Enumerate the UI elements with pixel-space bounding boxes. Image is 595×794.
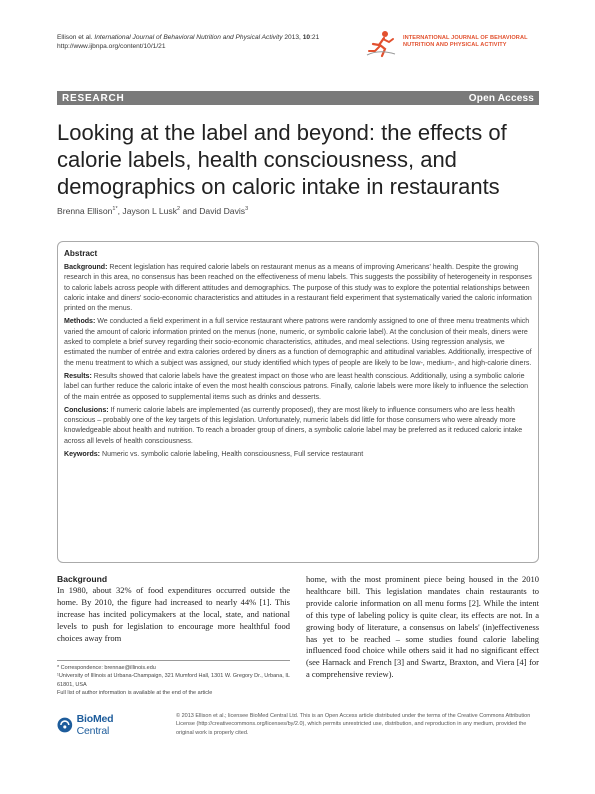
article-type-banner (57, 91, 539, 105)
author-name[interactable]: David Davis (199, 206, 246, 216)
article-url[interactable]: http://www.ijbnpa.org/content/10/1/21 (57, 43, 166, 50)
journal-logo-line2: NUTRITION AND PHYSICAL ACTIVITY (403, 42, 507, 48)
article-type-label: RESEARCH (62, 92, 125, 104)
author-separator: , (117, 206, 123, 216)
abstract-section-label: Background: (64, 264, 108, 271)
abstract-methods (64, 317, 532, 368)
cite-volume: 10 (302, 34, 311, 41)
correspondence-note: * Correspondence: brennae@illinois.edu (57, 665, 156, 671)
journal-logo-line1: INTERNATIONAL JOURNAL OF BEHAVIORAL (403, 35, 528, 41)
running-header (57, 33, 319, 51)
abstract-section-text: Numeric vs. symbolic calorie labeling, Health consciousness, Full service restaurant (100, 451, 364, 459)
body-column-left (57, 574, 290, 645)
abstract-section-text: Results showed that calorie labels have the greatest impact on those who are least health conscious. Additionally, using a symbolic calorie label can further reduce the caloric intake of even the most health conscious patrons. Finally, calorie labels were more likely to influence the selection of the main entrée as opposed to supplemental items such as drinks and desserts. (64, 372, 529, 401)
abstract-conclusions (64, 406, 532, 447)
citation-line (57, 33, 319, 42)
author-affiliation-mark: 1* (112, 206, 118, 213)
section-heading: Background (57, 574, 108, 584)
running-figure-icon (365, 30, 397, 58)
abstract-section-text: We conducted a field experiment in a full service restaurant where patrons were randomly assigned to one of three menu treatments which varied the amount of caloric information printed on the menus (none, numeric, or symbolic calorie label). At the conclusion of their meals, diners were asked to complete a brief survey regarding their socio-economic characteristics, attitudes, and meal selections. Using regression analysis, we estimated the number of entrée and extra calories ordered by diners as a function of demographic and attitudinal variables. Additionally, irrespective of the menu treatment to which a subject was assigned, our study identified which types of people are likely to be low-, medium-, and high-calorie diners. (64, 318, 532, 367)
abstract-results (64, 372, 532, 403)
abstract-section-text: If numeric calorie labels are implemented (as currently proposed), they are most likely to influence consumers who are less health conscious – probably one of the key targets of this legislation. Unfortunately, numeric labels did little for those consumers who were already more knowledgeable about health and nutrition. To reach a broader group of diners, a symbolic calorie label may be preferred as it reduced caloric intake across all levels of health consciousness. (64, 406, 523, 445)
publisher-name (77, 713, 147, 737)
author-list (57, 206, 248, 216)
publisher-name-bold: BioMed (76, 713, 114, 725)
abstract-section-label: Methods: (64, 318, 96, 326)
author-affiliation-mark: 2 (177, 206, 181, 213)
open-access-label: Open Access (468, 92, 534, 104)
abstract-section-label: Conclusions: (64, 406, 109, 414)
biomed-central-icon (57, 717, 73, 733)
author-name[interactable]: Jayson L Lusk (122, 206, 178, 216)
abstract-background (64, 263, 532, 314)
article-title: Looking at the label and beyond: the effects of calorie labels, health consciousness, and demographics on caloric intake in restaurants (57, 120, 507, 199)
abstract-section-label: Keywords: (64, 451, 101, 459)
publisher-logo (57, 713, 147, 737)
author-affiliation-mark: 3 (245, 206, 249, 213)
affiliation-note: ¹University of Illinois at Urbana-Champaign, 321 Mumford Hall, 1301 W. Gregory Dr., Urbana, IL 61801, USA (57, 673, 290, 688)
body-paragraph: In 1980, about 32% of food expenditures occurred outside the home. By 2010, the figure had increased to nearly 44% [1]. This increase has incited policymakers at the local, state, and national levels to push for legislation to encourage more healthful food choices away from (57, 585, 290, 643)
footnotes (57, 660, 290, 697)
journal-logo-text (403, 35, 528, 49)
abstract-section-text: Recent legislation has required calorie labels on restaurant menus as a means of improving Americans' health. Despite the growing research in this area, no consensus has been reached on the effectiveness of menu labels. This suggests the possibility of heterogeneity in responses to caloric labels across people with different attitudes and demographics. The purpose of this study was to explore the potential relationships between caloric intake and diners' socio-economic characteristics and attitudes in a restaurant field experiment that systematically varied the caloric information printed on the menus. (64, 264, 532, 313)
author-separator: and (180, 206, 200, 216)
abstract-box (57, 241, 539, 563)
cite-authors: Ellison et al. (57, 34, 93, 41)
cite-year: 2013, (284, 34, 301, 41)
abstract-keywords (64, 450, 532, 460)
author-name[interactable]: Brenna Ellison (57, 206, 113, 216)
license-text: © 2013 Ellison et al.; licensee BioMed Central Ltd. This is an Open Access article distributed under the terms of the Creative Commons Attribution License (http://creativecommons.org/licenses/by/2.0), which permits unrestricted use, distribution, and reproduction in any medium, provided the original work is properly cited. (176, 713, 531, 736)
abstract-section-label: Results: (64, 372, 92, 380)
cite-journal: International Journal of Behavioral Nutrition and Physical Activity (94, 34, 283, 41)
abstract-heading: Abstract (64, 249, 98, 258)
cite-article: :21 (310, 34, 320, 41)
journal-logo (365, 30, 540, 58)
body-column-right (306, 574, 539, 681)
publisher-name-light: Central (76, 725, 110, 737)
body-paragraph: home, with the most prominent piece being housed in the 2010 healthcare bill. This legislation mandates chain restaurants to provide calorie information on all menu forms [2]. While the intent of this type of labeling policy is quite clear, its effects are not. In a growing body of literature, a consensus on labels' (in)effectiveness has yet to be reached – some studies found calorie labeling influenced food choice while others said it had no significant effect (see Harnack and French [3] and Swartz, Braxton, and Viera [4] for a comprehensive review). (306, 574, 539, 680)
author-info-note: Full list of author information is available at the end of the article (57, 689, 213, 696)
